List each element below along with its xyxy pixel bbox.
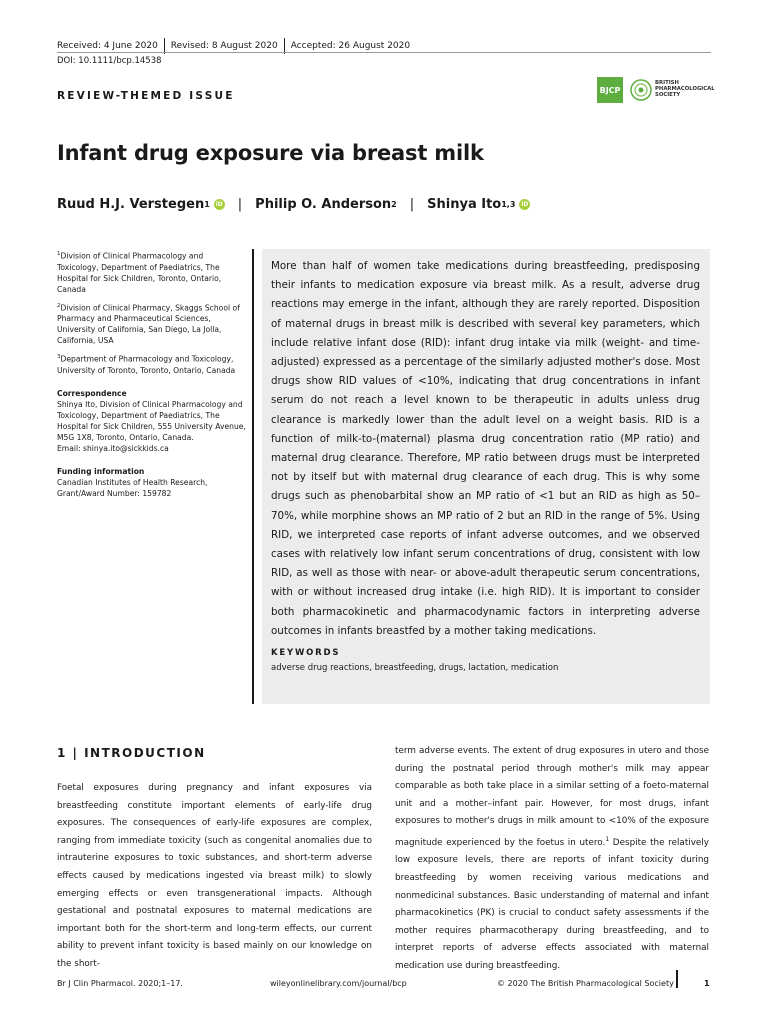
- intro-text: term adverse events. The extent of drug exposures in utero and those during the postnatal period through mother's milk may appear comparable as both take place in a similar setting of a foeto-maternal unit and a mother–infant pair. However, for most drugs, infant exposures to mother's drugs in milk amount to <10% of the exposure magnitude experienced by the foetus in utero.: [395, 746, 709, 848]
- correspondence-email[interactable]: Email: shinya.ito@sickkids.ca: [57, 443, 169, 453]
- society-name: [655, 80, 715, 99]
- abstract-box: [262, 249, 710, 704]
- affiliation-number: 3: [57, 354, 61, 361]
- footer-divider: [676, 970, 678, 988]
- abstract-text: More than half of women take medications during breastfeeding, predisposing their infants to medication exposure via breast milk. As a result, adverse drug reactions may emerge in the infant, although they are rarely reported. Disposition of maternal drugs in breast milk is described with several key parameters, which include relative infant dose (RID): infant drug intake via milk (weight- and time-adjusted) expressed as a percentage of the similarly adjusted mother's dose. Most drugs show RID values of <10%, indicating that drug concentrations in infant serum do not reach a level known to be therapeutic in adults unless drug clearance is markedly lower than the adult level on a weight basis. RID is a function of milk-to-(maternal) plasma drug concentration ratio (MP ratio) and maternal drug clearance. Therefore, MP ratio between drugs must be interpreted not by itself but with maternal drug clearance of each drug. This is why some drugs such as phenobarbital show an MP ratio of <1 but an RID as high as 50–70%, while morphine shows an MP ratio of 2 but an RID in the range of 5%. Using RID, we interpreted case reports of infant adverse outcomes, and we observed cases with relatively low infant serum concentrations of drug, consistent with low RID, as well as those with near- or above-adult therapeutic serum concentrations, with or without increased drug intake (i.e. high RID). It is important to consider both pharmacokinetic and pharmacodynamic factors in interpreting adverse outcomes in infants breastfed by a mother taking medications.: [271, 260, 700, 637]
- revised-date: Revised: 8 August 2020: [170, 41, 278, 51]
- funding-heading: Funding information: [57, 466, 145, 476]
- society-line: SOCIETY: [655, 92, 681, 99]
- affiliation-text: Department of Pharmacology and Toxicology, University of Toronto, Toronto, Ontario, Canada: [57, 354, 236, 375]
- author-affiliation: 1: [204, 200, 210, 209]
- header-rule: [57, 52, 711, 53]
- affiliation: [57, 352, 247, 376]
- author-name[interactable]: Ruud H.J. Verstegen: [57, 197, 205, 212]
- footer-journal: Br J Clin Pharmacol. 2020;1–17.: [57, 979, 183, 988]
- affiliation-text: Division of Clinical Pharmacy, Skaggs School of Pharmacy and Pharmaceutical Sciences, University of California, San Diego, La Jolla, California, USA: [57, 303, 240, 346]
- doi-link[interactable]: DOI: 10.1111/bcp.14538: [57, 56, 162, 66]
- issue-label: REVIEW-THEMED ISSUE: [57, 90, 235, 102]
- footer-url[interactable]: wileyonlinelibrary.com/journal/bcp: [270, 979, 407, 988]
- funding-text: Canadian Institutes of Health Research, Grant/Award Number: 159782: [57, 477, 208, 498]
- affiliations-sidebar: [57, 249, 247, 505]
- affiliation: [57, 249, 247, 295]
- received-date: Received: 4 June 2020: [57, 41, 158, 51]
- author-separator: |: [409, 197, 415, 212]
- society-line: PHARMACOLOGICAL: [655, 86, 715, 93]
- affiliation-number: 2: [57, 302, 61, 309]
- author-name[interactable]: Philip O. Anderson: [255, 197, 392, 212]
- correspondence-heading: Correspondence: [57, 388, 127, 398]
- correspondence-text: Shinya Ito, Division of Clinical Pharmacology and Toxicology, Department of Paediatrics, The Hospital for Sick Children, 555 University Avenue, M5G 1X8, Toronto, Ontario, Canada.: [57, 399, 246, 442]
- author-name[interactable]: Shinya Ito: [427, 197, 502, 212]
- bps-logo-icon: [630, 79, 652, 101]
- keywords-heading: KEYWORDS: [271, 648, 341, 659]
- author-separator: |: [237, 197, 243, 212]
- intro-text: Despite the relatively low exposure levels, there are reports of infant toxicity during breastfeeding by women receiving various medications and nonmedicinal substances. Basic understanding of maternal and infant pharmacokinetics (PK) is crucial to conduct safety assessments if the mother requires pharmacotherapy during breastfeeding, and to interpret reports of adverse effects associated with maternal medication use during breastfeeding.: [395, 837, 709, 972]
- accepted-date: Accepted: 26 August 2020: [290, 41, 411, 51]
- keywords-list: adverse drug reactions, breastfeeding, drugs, lactation, medication: [271, 663, 559, 674]
- section-heading: 1 | INTRODUCTION: [57, 746, 206, 760]
- article-title: Infant drug exposure via breast milk: [57, 141, 484, 165]
- affiliation-text: Division of Clinical Pharmacology and Toxicology, Department of Paediatrics, The Hospital for Sick Children, Toronto, Ontario, Canada: [57, 251, 222, 294]
- affiliation: [57, 301, 247, 347]
- citation-ref[interactable]: 1: [605, 835, 610, 843]
- society-line: BRITISH: [655, 80, 679, 86]
- page-number: 1: [704, 979, 710, 988]
- affiliation-number: 1: [57, 251, 61, 257]
- author-affiliation: 1,3: [501, 200, 516, 209]
- orcid-icon[interactable]: iD: [521, 201, 529, 208]
- footer-copyright: © 2020 The British Pharmacological Society: [497, 979, 674, 988]
- orcid-icon[interactable]: iD: [215, 201, 223, 208]
- bjcp-logo: BJCP: [597, 77, 623, 103]
- intro-paragraph-col1: Foetal exposures during pregnancy and infant exposures via breastfeeding constitute important elements of early-life drug exposures. The consequences of early-life exposures are complex, ranging from immediate toxicity (such as congenital anomalies due to intrauterine exposures to toxic substances, and short-term adverse effects caused by medications ingested via breast milk) to slowly emerging effects or even transgenerational impacts. Although gestational and postnatal exposures to maternal medications are important both for the short-term and long-term effects, our current ability to prevent infant toxicity is based mainly on our knowledge on the short-: [57, 783, 372, 969]
- intro-paragraph-col2: [395, 743, 709, 976]
- author-list: [57, 197, 530, 212]
- abstract-rule: [252, 249, 254, 704]
- author-affiliation: 2: [391, 200, 397, 209]
